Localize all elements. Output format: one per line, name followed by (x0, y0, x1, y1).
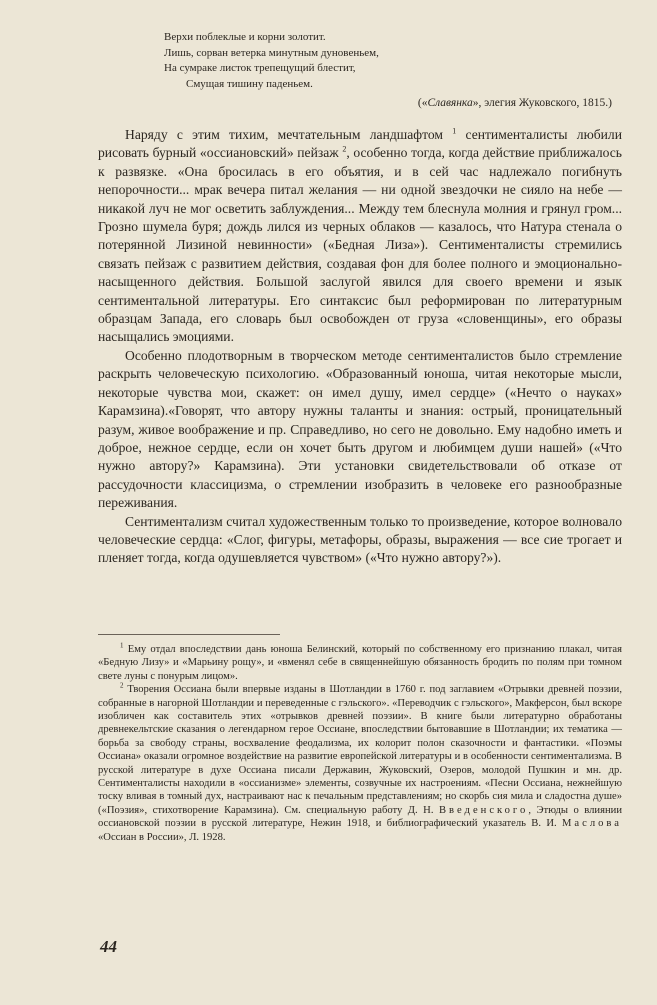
page-number: 44 (100, 937, 117, 956)
epigraph-line: Лишь, сорван ветерка минутным дуновеньем, (164, 46, 379, 59)
epigraph-line: На сумраке листок трепещущий блестит, (164, 62, 356, 74)
source-open: (« (417, 97, 428, 109)
paragraph (98, 126, 622, 347)
paragraph-text: сентименталисты любили рисовать бурный «оссиановский» пейзаж (98, 127, 622, 161)
paragraph: Особенно плодотворным в творческом методе сентименталистов было стремление раскрыть человеческую психологию. «Образованный юноша, читая некоторые мысли, некоторые чувства мои, скажет: он имел душу, имел сердце» («Нечто о науках» Карамзина).«Говорят, что автору нужны таланты и знания: острый, проницательный разум, живое воображение и пр. Справедливо, но сего не довольно. Ему надобно иметь и доброе, нежное сердце, если он хочет быть другом и любимцем души нашей» («Что нужно автору?» Карамзина). Эти установки свидетельствовали об отказе от рассудочности классицизма, о стремлении изобразить в человеке его разнообразные переживания. (98, 347, 622, 511)
footnote-number: 1 (120, 641, 124, 650)
author-name: Введенского (438, 804, 529, 816)
epigraph-line: Верхи поблеклые и корни золотит. (164, 31, 326, 43)
footnote-1 (98, 643, 622, 683)
footnote-number: 2 (120, 681, 124, 690)
footnote-2 (98, 683, 622, 844)
footnote-ref-2: 2 (342, 144, 347, 154)
author-name: Маслова (562, 818, 622, 830)
epigraph-source (418, 97, 612, 109)
footnote-text: «Оссиан в России», Л. 1928. (98, 831, 226, 843)
epigraph (164, 30, 604, 92)
footnote-text: Творения Оссиана были впервые изданы в Шотландии в 1760 г. под заглавием «Отрывки древней поэзии, собранные в нагорной Шотландии и переведенные с гэльского». «Переводчик с гэльского», Макферсон, был вскоре изобличен как составитель этих «отрывков древней поэзии». В книге были литературно обработаны древнекельтские сказания о легендарном герое Оссиане, впоследствии бытовавшие в Шотландии; их тематика — борьба за свободу страны, восхваление феодализма, их колорит полон сказочности и фантастики. «Поэмы Оссиана» оказали огромное воздействие на развитие европейской литературы и в особенности сентиментализма. В русской литературе в духе Оссиана писали Державин, Жуковский, Озеров, молодой Пушкин и мн. др. Сентименталисты находили в «оссианизме» элементы, созвучные их настроениям. «Песни Оссиана, нежнейшую тоску вливая в томный дух, настраивают нас к печальным представлениям; но скорбь сия мила и сладостна душе» («Поэзия», стихотворение Карамзина). См. специальную работу Д. Н. (98, 684, 622, 816)
source-rest: », элегия Жуковского, 1815.) (472, 97, 612, 109)
epigraph-line: Смущая тишину паденьем. (186, 77, 313, 90)
footnote-text: Ему отдал впоследствии дань юноша Белинский, который по собственному его признанию плакал, читая «Бедную Лизу» и «Марьину рощу», и «вменял себе в священнейшую обязанность бродить по полям при томном свете луны с понурым лицом». (98, 644, 622, 682)
footnote-ref-1: 1 (452, 126, 457, 136)
footnote-divider (98, 634, 280, 635)
paragraph-text: , особенно тогда, когда действие приближалось к развязке. «Она бросилась в его объятия, и в сей час надлежало погибнуть непорочности... мрак вечера питал желания — ни одной звездочки не сияло на небе — никакой луч не мог осветить заблуждения... Между тем блеснула молния и грянул гром... Грозно шумела буря; дождь лился из черных облаков — казалось, что Натура стенала о потерянной Лизиной невинности» («Бедная Лиза»). Сентименталисты стремились связать пейзаж с развитием действия, создавая фон для более полного и эмоционально-насыщенного действия. Большой заслугой явился для своего времени и язык сентиментальной литературы. Его синтаксис был реформирован по литературным образцам Запада, его словарь был освобожден от груза «словенщины», его образы насыщались эмоциями. (98, 145, 622, 345)
source-title: Славянка (427, 97, 473, 109)
main-text (98, 126, 622, 568)
paragraph: Сентиментализм считал художественным только то произведение, которое волновало человеческие сердца: «Слог, фигуры, метафоры, образы, выражения — все сие трогает и пленяет тогда, когда одушевляется чувством» («Что нужно автору?»). (98, 513, 622, 566)
footnotes (98, 643, 622, 844)
paragraph-text: Наряду с этим тихим, мечтательным ландшафтом (125, 127, 443, 142)
footnote-text: , Этюды о влиянии оссиановской поэзии в русской литературе, Нежин 1918, и библиографический указатель В. И. (98, 804, 622, 830)
